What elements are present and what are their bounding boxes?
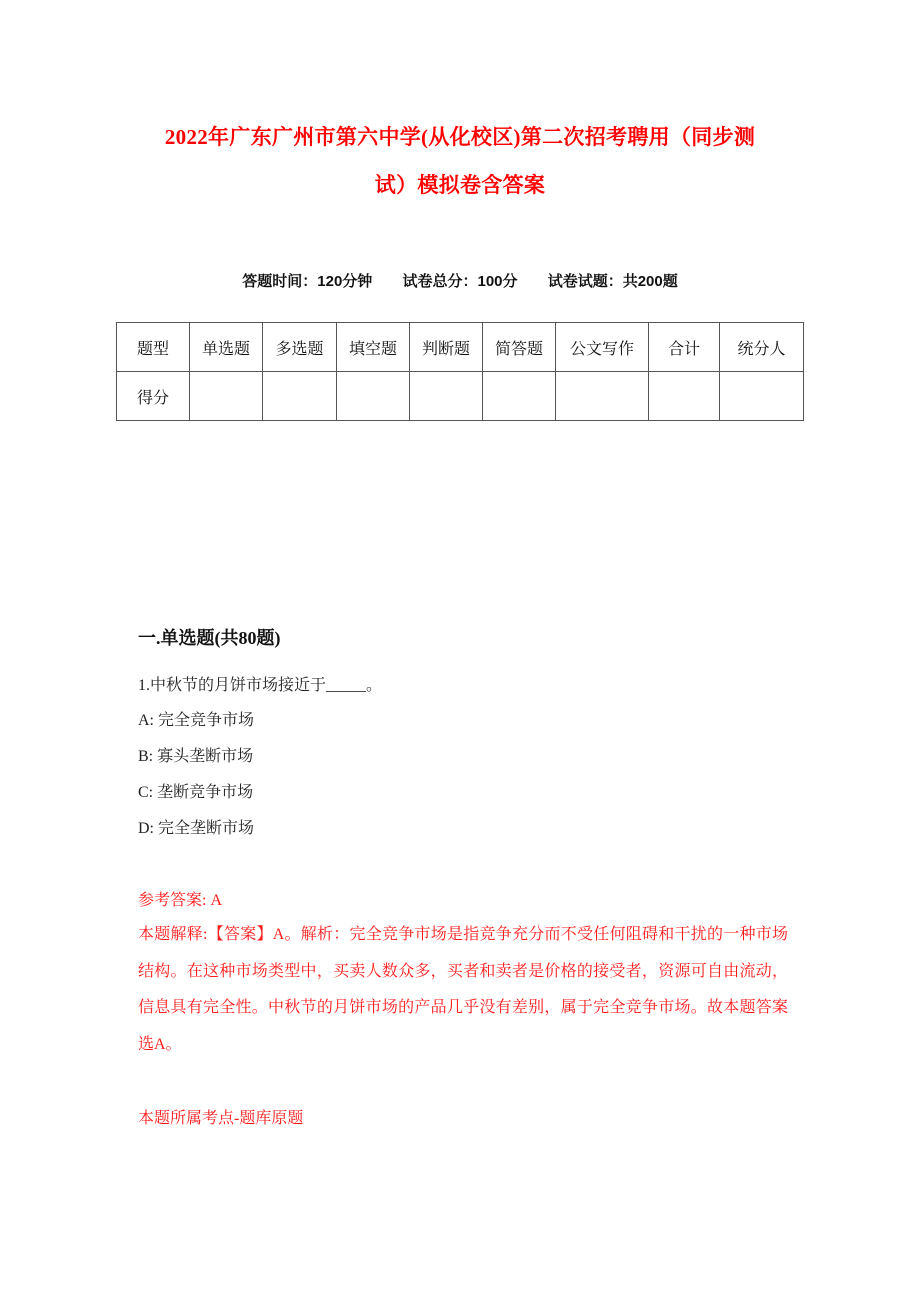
- answer-explanation: 本题解释:【答案】A。解析：完全竞争市场是指竞争充分而不受任何阻碍和干扰的一种市场结构。在这种市场类型中，买卖人数众多，买者和卖者是价格的接受者，资源可自由流动，信息具有完全性。中秋节的月饼市场的产品几乎没有差别，属于完全竞争市场。故本题答案选A。: [138, 926, 788, 1053]
- reference-answer: 参考答案: A: [138, 892, 223, 909]
- score-input-cell: [556, 372, 649, 421]
- score-input-cell: [410, 372, 483, 421]
- option-c: C: 垄断竞争市场: [138, 784, 254, 801]
- document-title-line-2: 试）模拟卷含答案: [374, 173, 546, 197]
- document-title-line-1: 2022年广东广州市第六中学(从化校区)第二次招考聘用（同步测: [164, 125, 756, 149]
- table-cell: 得分: [117, 372, 190, 421]
- score-input-cell: [483, 372, 556, 421]
- table-cell: 题型: [117, 323, 190, 372]
- score-table: [116, 322, 804, 421]
- exam-meta: [0, 270, 920, 291]
- score-input-cell: [720, 372, 804, 421]
- score-table-score-row: [117, 372, 804, 421]
- section-title: 一.单选题(共80题): [138, 628, 281, 648]
- table-cell: 统分人: [720, 323, 804, 372]
- score-input-cell: [263, 372, 337, 421]
- score-input-cell: [190, 372, 263, 421]
- score-input-cell: [337, 372, 410, 421]
- option-b: B: 寡头垄断市场: [138, 748, 254, 765]
- table-cell: 判断题: [410, 323, 483, 372]
- table-cell: 公文写作: [556, 323, 649, 372]
- table-cell: 多选题: [263, 323, 337, 372]
- question-stem: 1.中秋节的月饼市场接近于_____。: [138, 677, 383, 694]
- table-cell: 填空题: [337, 323, 410, 372]
- table-cell: 合计: [649, 323, 720, 372]
- question-source: 本题所属考点-题库原题: [138, 1110, 304, 1127]
- exam-total-score: 试卷总分：100分: [402, 273, 518, 290]
- option-d: D: 完全垄断市场: [138, 820, 255, 837]
- table-cell: 单选题: [190, 323, 263, 372]
- table-cell: 简答题: [483, 323, 556, 372]
- score-table-header-row: [117, 323, 804, 372]
- exam-time: 答题时间：120分钟: [242, 273, 373, 290]
- option-a: A: 完全竞争市场: [138, 712, 255, 729]
- score-input-cell: [649, 372, 720, 421]
- exam-total-questions: 试卷试题：共200题: [547, 273, 678, 290]
